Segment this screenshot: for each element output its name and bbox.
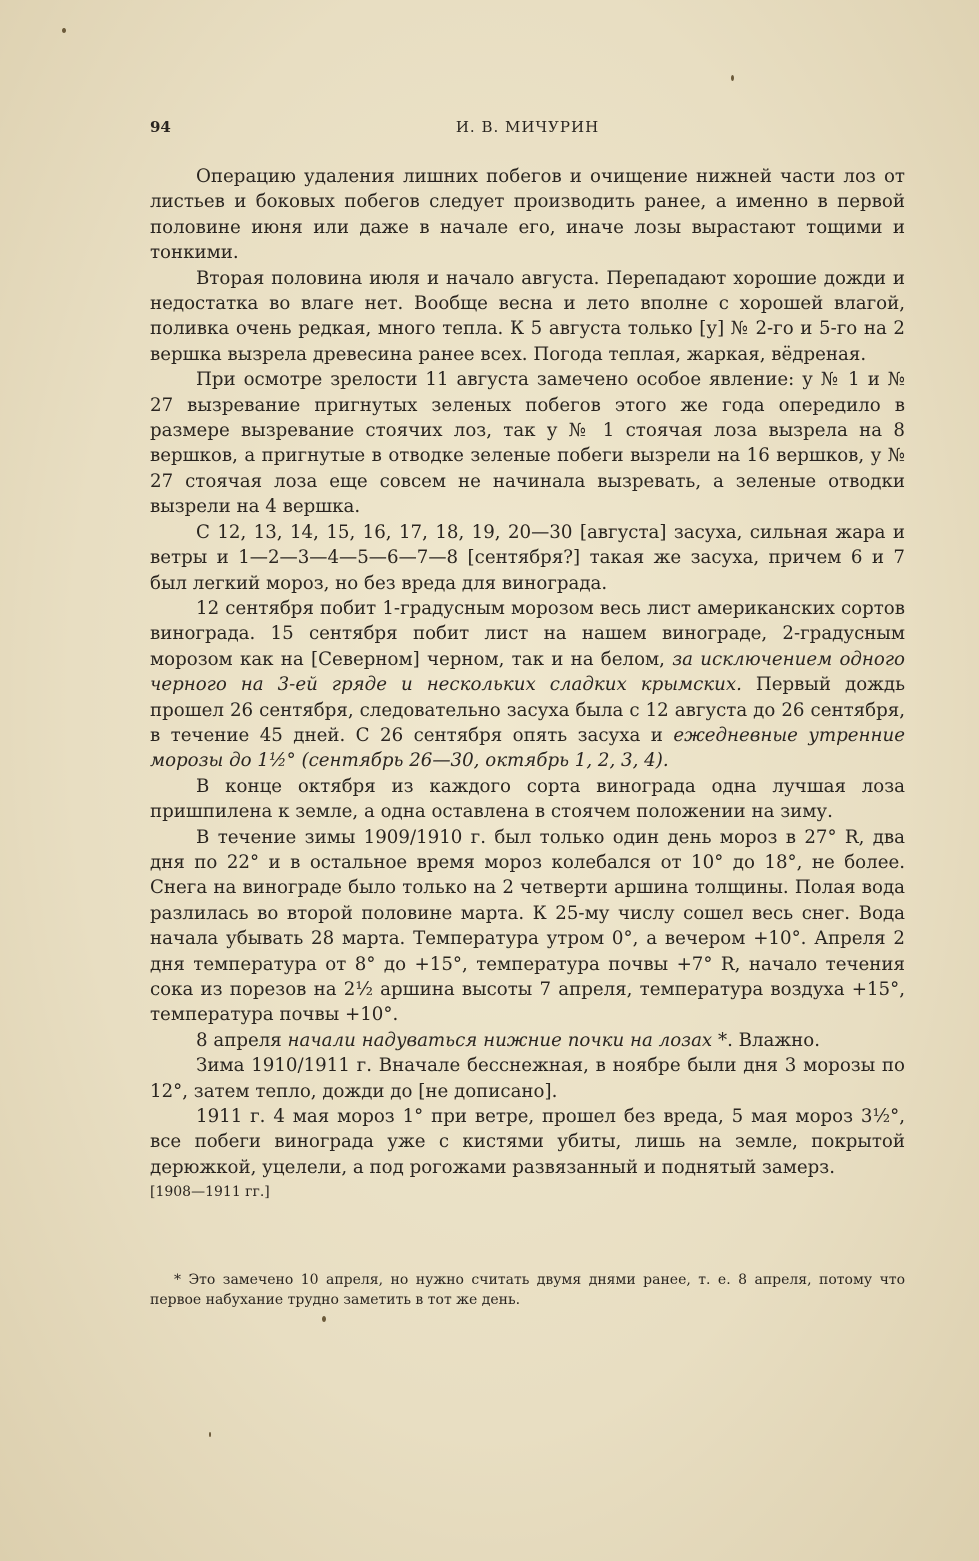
italic-run: ежедневные утренние морозы до 1½° (сентябрь 26—30, октябрь 1, 2, 3, 4). — [150, 724, 905, 772]
paragraph — [150, 266, 905, 368]
paragraph — [150, 520, 905, 596]
page-number: 94 — [150, 118, 171, 136]
text-run: В течение зимы 1909/1910 г. был только один день мороз в 27° R, два дня по 22° и в остальное время мороз колебался от 10° до 18°, не более. Снега на винограде было только на 2 четверти аршина толщины. Полая вода разлилась во второй половине марта. К 25-му числу сошел весь снег. Вода начала убывать 28 марта. Температура утром 0°, а вечером +10°. Апреля 2 дня температура от 8° до +15°, температура почвы +7° R, начало течения сока из порезов на 2½ аршина высоты 7 апреля, температура воздуха +15°, температура почвы +10°. — [150, 826, 905, 1026]
paragraph — [150, 596, 905, 774]
footnote-text: * Это замечено 10 апреля, но нужно считать двумя днями ранее, т. е. 8 апреля, потому что первое набухание трудно заметить в тот же день. — [150, 1272, 905, 1308]
paper-speck — [731, 75, 734, 81]
paragraphs — [150, 164, 905, 1180]
paragraph — [150, 367, 905, 519]
paragraph — [150, 1053, 905, 1104]
text-run: *. Влажно. — [712, 1029, 820, 1051]
text-run: С 12, 13, 14, 15, 16, 17, 18, 19, 20—30 [августа] засуха, сильная жара и ветры и 1—2—3—4—5—6—7—8 [сентября?] такая же засуха, причем 6 и 7 был легкий мороз, но без вреда для винограда. — [150, 521, 905, 594]
page-header — [150, 118, 905, 142]
text-run: В конце октября из каждого сорта винограда одна лучшая лоза пришпилена к земле, а одна оставлена в стоячем положении на зиму. — [150, 775, 905, 823]
footnote — [150, 1270, 905, 1310]
running-head: И. В. МИЧУРИН — [455, 118, 600, 136]
text-run: Зима 1910/1911 г. Вначале бесснежная, в ноябре были дня 3 морозы по 12°, затем тепло, дожди до [не дописано]. — [150, 1055, 905, 1102]
date-note: [1908—1911 гг.] — [150, 1184, 270, 1201]
paragraph — [150, 1028, 905, 1053]
text-run: Первый дождь прошел 26 сентября, следовательно засуха была с 12 августа до 26 сентября, в течение 45 дней. С 26 сентября опять засуха и — [150, 674, 905, 746]
text-run: Операцию удаления лишних побегов и очищение нижней части лоз от листьев и боковых побегов следует производить ранее, а именно в первой половине июня или даже в начале его, иначе лозы вырастают тощими и тонкими. — [150, 166, 905, 264]
paper-speck — [209, 1432, 211, 1437]
paragraph — [150, 825, 905, 1028]
italic-run: за исключением одного черного на 3-ей гряде и нескольких сладких крымских. — [150, 648, 906, 696]
paper-speck — [322, 1316, 326, 1322]
paper-speck — [62, 28, 66, 33]
paragraph — [150, 1104, 905, 1180]
main-text — [150, 164, 905, 1206]
italic-run: начали надуваться нижние почки на лозах — [287, 1029, 713, 1051]
text-run: 8 апреля — [196, 1029, 288, 1051]
text-run: Вторая половина июля и начало августа. Перепадают хорошие дожди и недостатка во влаге нет. Вообще весна и лето вполне с хорошей влагой, поливка очень редкая, много тепла. К 5 августа только [у] № 2-го и 5-го на 2 вершка вызрела древесина ранее всех. Погода теплая, жаркая, вёдреная. — [150, 267, 905, 365]
text-run: 12 сентября побит 1-градусным морозом весь лист американских сортов винограда. 15 сентября побит лист на нашем винограде, 2-градусным морозом как на [Северном] черном, так и на белом, — [150, 597, 905, 670]
text-run: 1911 г. 4 мая мороз 1° при ветре, прошел без вреда, 5 мая мороз 3½°, все побеги винограда уже с кистями убиты, лишь на земле, покрытой дерюжкой, уцелели, а под рогожами развязанный и поднятый замерз. — [150, 1106, 905, 1178]
text-run: При осмотре зрелости 11 августа замечено особое явление: у № 1 и № 27 вызревание пригнутых зеленых побегов этого же года опередило в размере вызревание стоячих лоз, так у № 1 стоячая лоза вызрела на 8 вершков, а пригнутые в отводке зеленые побеги вызрели на 16 вершков, у № 27 стоячая лоза еще совсем не начинала вызревать, а зеленые отводки вызрели на 4 вершка. — [150, 369, 905, 518]
paragraph — [150, 774, 905, 825]
paragraph — [150, 164, 905, 266]
